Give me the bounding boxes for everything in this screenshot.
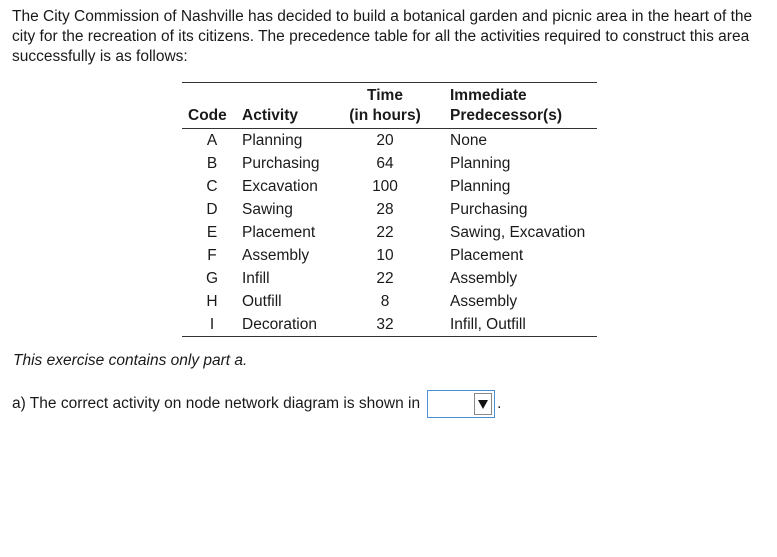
cell-code: D <box>206 201 218 218</box>
header-activity: Activity <box>242 107 298 124</box>
table-row <box>182 152 597 175</box>
question-period: . <box>497 395 502 412</box>
cell-time: 22 <box>376 270 394 287</box>
cell-activity: Sawing <box>242 201 293 218</box>
triangle-down-icon[interactable] <box>474 393 492 415</box>
table-row <box>182 129 597 153</box>
cell-code: G <box>205 270 219 287</box>
header-time-line2: (in hours) <box>349 107 421 124</box>
cell-predecessors: Assembly <box>450 293 518 310</box>
cell-time: 10 <box>376 247 394 264</box>
cell-code: F <box>207 247 217 264</box>
cell-predecessors: None <box>450 132 488 149</box>
cell-time: 32 <box>376 316 394 333</box>
header-code: Code <box>188 107 227 124</box>
table-row <box>182 290 597 313</box>
table-row <box>182 313 597 337</box>
table-row <box>182 244 597 267</box>
exercise-note: This exercise contains only part a. <box>13 352 248 369</box>
cell-code: C <box>206 178 218 195</box>
answer-dropdown[interactable] <box>427 390 495 418</box>
cell-predecessors: Planning <box>450 155 511 172</box>
table-row <box>182 175 597 198</box>
cell-code: E <box>206 224 218 241</box>
cell-time: 100 <box>372 178 398 195</box>
cell-code: A <box>206 132 218 149</box>
cell-code: B <box>206 155 218 172</box>
header-pred-line2: Predecessor(s) <box>450 107 563 124</box>
cell-predecessors: Infill, Outfill <box>450 316 526 333</box>
cell-activity: Planning <box>242 132 303 149</box>
cell-predecessors: Sawing, Excavation <box>450 224 586 241</box>
header-predecessors <box>430 83 597 129</box>
header-pred-line1: Immediate <box>450 87 527 104</box>
table-row <box>182 198 597 221</box>
question-a <box>12 390 501 418</box>
cell-activity: Assembly <box>242 247 310 264</box>
cell-code: H <box>206 293 218 310</box>
cell-time: 22 <box>376 224 394 241</box>
cell-activity: Purchasing <box>242 155 320 172</box>
cell-activity: Infill <box>242 270 270 287</box>
cell-activity: Placement <box>242 224 316 241</box>
cell-activity: Outfill <box>242 293 282 310</box>
cell-activity: Excavation <box>242 178 318 195</box>
cell-predecessors: Planning <box>450 178 511 195</box>
table-row <box>182 267 597 290</box>
cell-time: 8 <box>380 293 390 310</box>
cell-time: 20 <box>376 132 394 149</box>
precedence-table <box>182 82 597 337</box>
cell-activity: Decoration <box>242 316 317 333</box>
table-row <box>182 221 597 244</box>
question-text: a) The correct activity on node network diagram is shown in <box>12 395 421 412</box>
cell-time: 28 <box>376 201 394 218</box>
cell-time: 64 <box>376 155 394 172</box>
table-header-row <box>182 83 597 129</box>
cell-predecessors: Assembly <box>450 270 518 287</box>
header-time <box>340 83 430 129</box>
cell-predecessors: Placement <box>450 247 524 264</box>
cell-predecessors: Purchasing <box>450 201 528 218</box>
header-time-line1: Time <box>367 87 403 104</box>
cell-code: I <box>209 316 215 333</box>
problem-intro: The City Commission of Nashville has decided to build a botanical garden and picnic area in the heart of the city for the recreation of its citizens. The precedence table for all the activities required to construct this area successfully is as follows: <box>12 8 753 65</box>
